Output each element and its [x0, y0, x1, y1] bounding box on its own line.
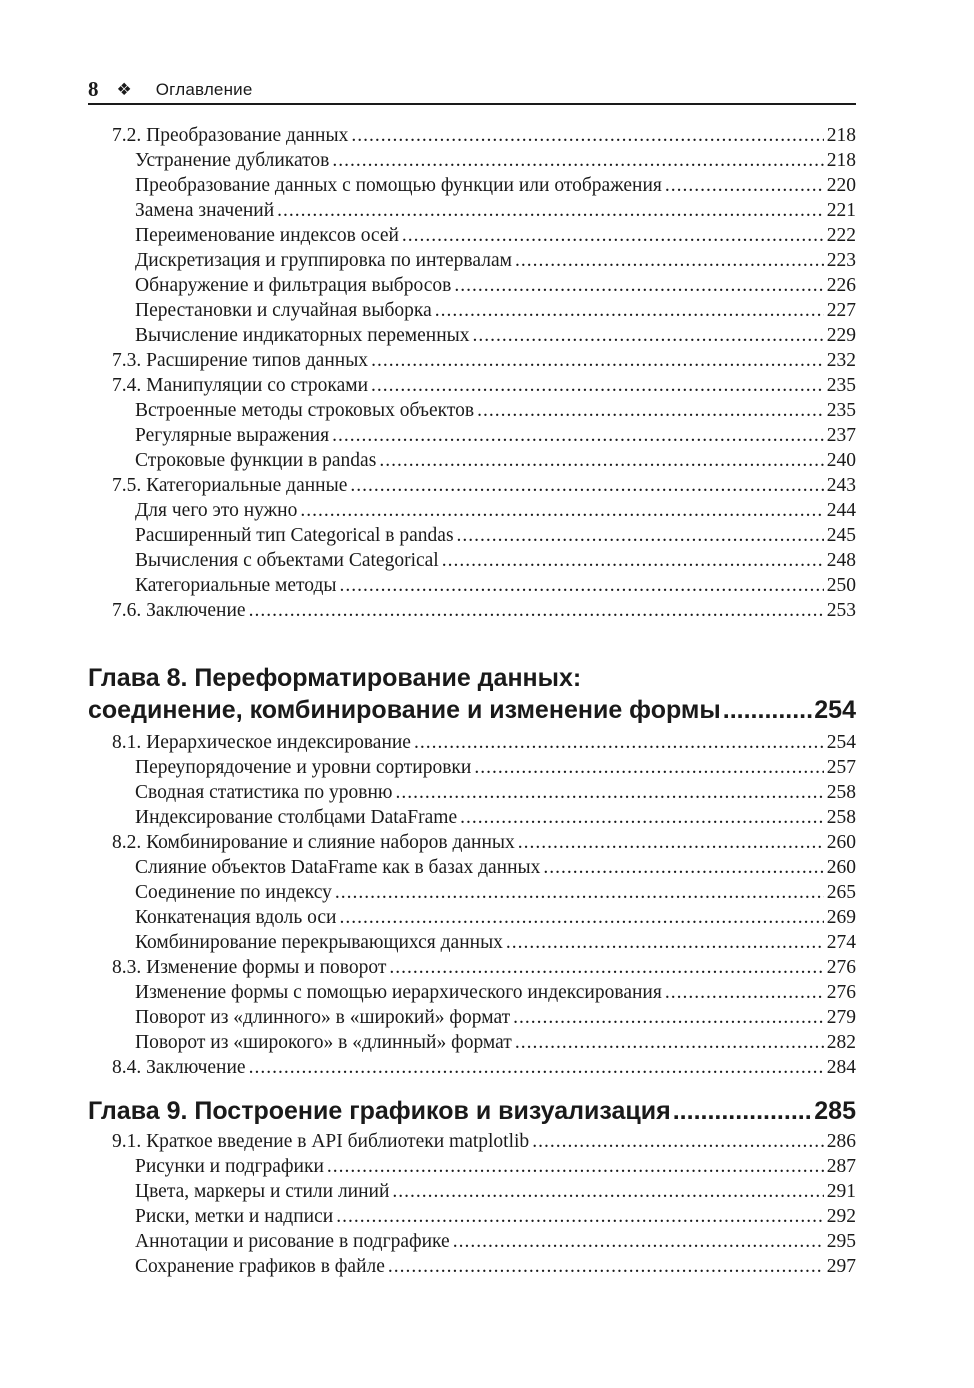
toc-entry[interactable] — [135, 423, 856, 448]
toc-entry[interactable] — [135, 805, 856, 830]
dot-leader — [300, 498, 823, 523]
toc-entry[interactable] — [112, 955, 856, 980]
dot-leader — [351, 123, 823, 148]
toc-entry-page: 248 — [826, 550, 856, 571]
dot-leader — [414, 730, 824, 755]
toc-entry-title: 8.3. Изменение формы и поворот — [112, 957, 387, 978]
dot-leader — [388, 1254, 824, 1279]
toc-entry-title: Переименование индексов осей — [135, 225, 399, 246]
dot-leader — [371, 373, 824, 398]
toc-entry[interactable] — [135, 1179, 856, 1204]
toc-entry-title: Комбинирование перекрывающихся данных — [135, 932, 503, 953]
chapter-title-text: соединение, комбинирование и изменение формы — [88, 696, 721, 724]
dot-leader — [453, 1229, 824, 1254]
toc-entry-title: 8.2. Комбинирование и слияние наборов данных — [112, 832, 515, 853]
toc-entry[interactable] — [135, 223, 856, 248]
toc-entry-title: Расширенный тип Categorical в pandas — [135, 525, 454, 546]
toc-entry-page: 221 — [826, 200, 856, 221]
toc-entry[interactable] — [135, 523, 856, 548]
toc-entry-title: 8.4. Заключение — [112, 1057, 246, 1078]
toc-entry[interactable] — [112, 373, 856, 398]
dot-leader — [513, 1005, 824, 1030]
dot-leader — [327, 1154, 824, 1179]
dot-leader — [340, 573, 824, 598]
toc-entry[interactable] — [135, 298, 856, 323]
toc-entry-page: 243 — [826, 475, 856, 496]
chapter-page-number: 254 — [814, 696, 856, 724]
dot-leader — [371, 348, 824, 373]
dot-leader — [673, 1095, 813, 1127]
toc-entry-page: 235 — [826, 400, 856, 421]
chapter-page-number: 285 — [814, 1097, 856, 1125]
toc-entry[interactable] — [135, 148, 856, 173]
dot-leader — [350, 473, 823, 498]
toc-entry-title: 7.2. Преобразование данных — [112, 125, 349, 146]
toc-entry-page: 297 — [826, 1256, 856, 1277]
toc-entry-title: Аннотации и рисование в подграфике — [135, 1231, 450, 1252]
toc-entry[interactable] — [135, 398, 856, 423]
toc-entry-page: 218 — [826, 125, 856, 146]
toc-entry-title: Поворот из «длинного» в «широкий» формат — [135, 1007, 511, 1028]
toc-entry[interactable] — [135, 173, 856, 198]
toc-entry[interactable] — [112, 830, 856, 855]
toc-entry-title: Цвета, маркеры и стили линий — [135, 1181, 390, 1202]
toc-entry-title: Вычисление индикаторных переменных — [135, 325, 470, 346]
dot-leader — [506, 930, 824, 955]
toc-entry-page: 229 — [826, 325, 856, 346]
toc-entry-title: Изменение формы с помощью иерархического индексирования — [135, 982, 662, 1003]
toc-entry-page: 292 — [826, 1206, 856, 1227]
toc-entry-page: 276 — [826, 982, 856, 1003]
toc-entry-page: 222 — [826, 225, 856, 246]
toc-entry-page: 253 — [826, 600, 856, 621]
toc-entry[interactable] — [135, 1204, 856, 1229]
dot-leader — [249, 598, 824, 623]
toc-entry[interactable] — [135, 1154, 856, 1179]
chapter-8-title-line1[interactable]: Глава 8. Переформатирование данных: — [88, 664, 582, 692]
toc-chapter-9 — [0, 1095, 974, 1279]
toc-section-7 — [0, 123, 974, 623]
toc-entry-page: 260 — [826, 832, 856, 853]
dot-leader — [392, 1179, 823, 1204]
toc-entry-title: Конкатенация вдоль оси — [135, 907, 337, 928]
toc-entry-title: Поворот из «широкого» в «длинный» формат — [135, 1032, 512, 1053]
page-number: 8 — [88, 77, 99, 101]
dot-leader — [457, 523, 824, 548]
toc-entry-page: 223 — [826, 250, 856, 271]
toc-entry-page: 250 — [826, 575, 856, 596]
toc-entry-page: 218 — [826, 150, 856, 171]
toc-entry-page: 265 — [826, 882, 856, 903]
toc-entry-title: Сводная статистика по уровню — [135, 782, 393, 803]
toc-entry-title: Встроенные методы строковых объектов — [135, 400, 475, 421]
toc-entry-title: Преобразование данных с помощью функции или отображения — [135, 175, 662, 196]
toc-entry-page: 260 — [826, 857, 856, 878]
toc-entry-title: Вычисления с объектами Categorical — [135, 550, 439, 571]
dot-leader — [277, 198, 824, 223]
toc-entry-page: 245 — [826, 525, 856, 546]
toc-entry-page: 227 — [826, 300, 856, 321]
toc-entry-title: Переупорядочение и уровни сортировки — [135, 757, 472, 778]
toc-entry-page: 291 — [826, 1181, 856, 1202]
toc-entry-title: Слияние объектов DataFrame как в базах данных — [135, 857, 541, 878]
toc-entry-page: 226 — [826, 275, 856, 296]
chapter-9-title[interactable] — [88, 1095, 856, 1127]
dot-leader — [477, 398, 824, 423]
toc-entry[interactable] — [112, 123, 856, 148]
toc-entry[interactable] — [135, 1254, 856, 1279]
toc-entry-title: Устранение дубликатов — [135, 150, 330, 171]
dot-leader — [332, 423, 824, 448]
toc-entry[interactable] — [135, 855, 856, 880]
toc-entry-page: 220 — [826, 175, 856, 196]
toc-entry[interactable] — [135, 198, 856, 223]
toc-entry-title: Строковые функции в pandas — [135, 450, 377, 471]
dot-leader — [454, 273, 823, 298]
toc-entry-title: Замена значений — [135, 200, 275, 221]
toc-entry[interactable] — [135, 248, 856, 273]
toc-entry[interactable] — [135, 880, 856, 905]
chapter-9-entries — [0, 1129, 974, 1279]
toc-entry[interactable] — [135, 1229, 856, 1254]
dot-leader — [515, 1030, 824, 1055]
toc-entry[interactable] — [135, 548, 856, 573]
dot-leader — [340, 905, 824, 930]
toc-entry-page: 295 — [826, 1231, 856, 1252]
toc-entry-title: Дискретизация и группировка по интервалам — [135, 250, 512, 271]
toc-entry[interactable] — [112, 1055, 856, 1080]
diamond-ornament-icon: ❖ — [116, 79, 132, 100]
running-title: Оглавление — [155, 79, 253, 99]
toc-entry[interactable] — [135, 755, 856, 780]
dot-leader — [723, 694, 813, 726]
page-header — [88, 76, 856, 105]
toc-chapter-8 — [0, 662, 974, 1080]
toc-entry-page: 257 — [826, 757, 856, 778]
dot-leader — [336, 1204, 824, 1229]
toc-entry-title: 7.3. Расширение типов данных — [112, 350, 369, 371]
toc-entry[interactable] — [112, 473, 856, 498]
dot-leader — [379, 448, 823, 473]
toc-entry[interactable] — [135, 780, 856, 805]
dot-leader — [532, 1129, 824, 1154]
toc-entry-title: 8.1. Иерархическое индексирование — [112, 732, 411, 753]
dot-leader — [518, 830, 824, 855]
toc-entry-page: 287 — [826, 1156, 856, 1177]
dot-leader — [460, 805, 824, 830]
chapter-8-entries — [0, 730, 974, 1080]
dot-leader — [543, 855, 823, 880]
toc-entry-title: Риски, метки и надписи — [135, 1206, 334, 1227]
toc-entry[interactable] — [135, 273, 856, 298]
toc-entry[interactable] — [112, 598, 856, 623]
toc-entry-title: Соединение по индексу — [135, 882, 332, 903]
toc-entry-title: Для чего это нужно — [135, 500, 298, 521]
chapter-8-title-line2[interactable] — [88, 694, 856, 726]
toc-entry-title: Перестановки и случайная выборка — [135, 300, 432, 321]
dot-leader — [474, 755, 823, 780]
toc-entry-title: Категориальные методы — [135, 575, 337, 596]
toc-entry[interactable] — [135, 930, 856, 955]
toc-entry[interactable] — [135, 1005, 856, 1030]
dot-leader — [665, 173, 824, 198]
toc-entry-page: 284 — [826, 1057, 856, 1078]
toc-entry-page: 276 — [826, 957, 856, 978]
toc-entry[interactable] — [135, 573, 856, 598]
dot-leader — [515, 248, 824, 273]
toc-entry-title: Обнаружение и фильтрация выбросов — [135, 275, 452, 296]
dot-leader — [389, 955, 823, 980]
toc-entry-page: 232 — [826, 350, 856, 371]
toc-entry-title: 9.1. Краткое введение в API библиотеки matplotlib — [112, 1131, 530, 1152]
toc-entry-page: 240 — [826, 450, 856, 471]
toc-entry[interactable] — [135, 448, 856, 473]
toc-entry-title: Рисунки и подграфики — [135, 1156, 324, 1177]
toc-entry-page: 244 — [826, 500, 856, 521]
toc-entry-title: 7.5. Категориальные данные — [112, 475, 348, 496]
toc-entry-page: 235 — [826, 375, 856, 396]
dot-leader — [249, 1055, 824, 1080]
dot-leader — [442, 548, 824, 573]
dot-leader — [402, 223, 824, 248]
toc-entry[interactable] — [135, 1030, 856, 1055]
toc-entry-page: 269 — [826, 907, 856, 928]
toc-entry-title: Индексирование столбцами DataFrame — [135, 807, 458, 828]
toc-entry-page: 282 — [826, 1032, 856, 1053]
toc-entry-page: 274 — [826, 932, 856, 953]
toc-entry-page: 237 — [826, 425, 856, 446]
chapter-title-text: Глава 9. Построение графиков и визуализация — [88, 1097, 671, 1125]
dot-leader — [332, 148, 823, 173]
toc-entry[interactable] — [112, 730, 856, 755]
toc-entry-title: Регулярные выражения — [135, 425, 330, 446]
toc-entry[interactable] — [112, 348, 856, 373]
toc-entry-page: 258 — [826, 807, 856, 828]
dot-leader — [435, 298, 824, 323]
toc-entry-title: Сохранение графиков в файле — [135, 1256, 385, 1277]
toc-entry[interactable] — [135, 905, 856, 930]
toc-entry[interactable] — [135, 323, 856, 348]
toc-entry-title: 7.4. Манипуляции со строками — [112, 375, 369, 396]
dot-leader — [396, 780, 824, 805]
toc-entry-page: 258 — [826, 782, 856, 803]
toc-entry-page: 279 — [826, 1007, 856, 1028]
toc-entry-page: 254 — [826, 732, 856, 753]
dot-leader — [473, 323, 824, 348]
dot-leader — [335, 880, 824, 905]
toc-entry[interactable] — [112, 1129, 856, 1154]
toc-entry-title: 7.6. Заключение — [112, 600, 246, 621]
toc-entry[interactable] — [135, 980, 856, 1005]
toc-entry[interactable] — [135, 498, 856, 523]
toc-entry-page: 286 — [826, 1131, 856, 1152]
dot-leader — [665, 980, 824, 1005]
